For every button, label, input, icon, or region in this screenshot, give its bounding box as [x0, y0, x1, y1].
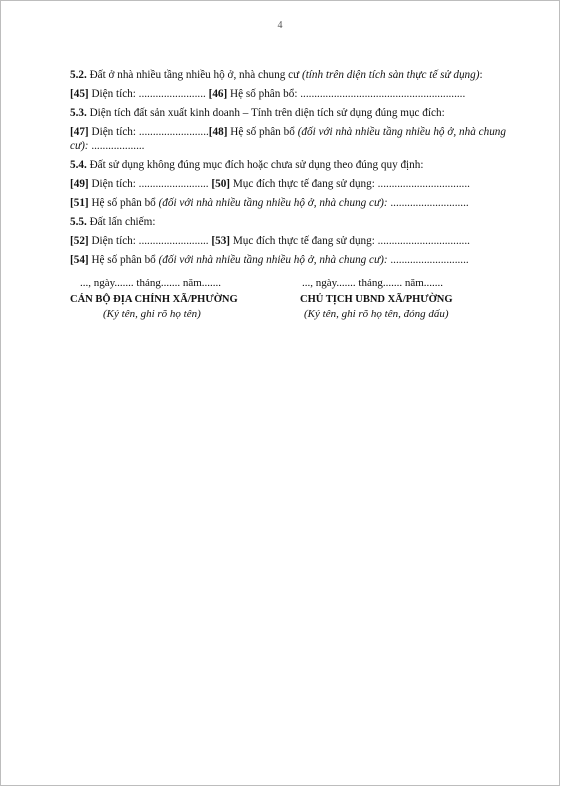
section-5-2-heading: [70, 69, 506, 83]
section-title: Đất sử dụng không đúng mục đích hoặc chưa sử dụng theo đúng quy định:: [86, 158, 424, 171]
section-5-3-heading: [70, 107, 506, 121]
field-code: [52]: [70, 234, 89, 247]
field-label: Hệ số phân bổ: [88, 253, 159, 266]
field-row-45: [70, 88, 506, 102]
section-title: Đất ở nhà nhiều tầng nhiều hộ ở, nhà chung cư: [86, 69, 302, 81]
section-number: 5.3.: [70, 107, 87, 119]
section-number: 5.5.: [70, 215, 87, 228]
field-code: [46]: [208, 88, 228, 100]
field-note: (đối với nhà nhiều tầng nhiều hộ ở, nhà chung cư):: [158, 253, 388, 266]
section-title: Đất lấn chiếm:: [86, 215, 156, 228]
section-note: (tính trên diện tích sàn thực tế sử dụng): [301, 69, 480, 81]
field-tail: ...................: [88, 139, 145, 152]
signature-block: [70, 277, 506, 322]
field-label: Hệ số phân bổ: [88, 196, 159, 209]
section-5-4-heading: [70, 159, 506, 173]
field-label: Mục đích thực tế đang sử dụng: .................................: [230, 234, 470, 247]
signature-title: CHỦ TỊCH UBND XÃ/PHƯỜNG: [300, 293, 453, 305]
field-row-52: [70, 235, 506, 249]
field-code: [48]: [208, 126, 228, 138]
field-row-49: [70, 178, 506, 192]
signature-note: (Ký tên, ghi rõ họ tên): [103, 308, 201, 320]
section-number: 5.2.: [70, 69, 87, 81]
page-number: 4: [277, 20, 283, 31]
field-row-51: [70, 197, 506, 211]
field-code: [47]: [70, 126, 89, 138]
field-label: Hệ số phân bổ: [227, 126, 298, 138]
field-tail: ............................: [387, 196, 469, 209]
document-body: [70, 69, 506, 322]
field-tail: ............................: [387, 253, 469, 266]
section-number: 5.4.: [70, 158, 87, 171]
field-label: Diện tích: .........................: [88, 177, 212, 190]
field-code: [45]: [70, 88, 89, 100]
field-label: Diện tích: .........................: [88, 126, 209, 138]
field-label: Mục đích thực tế đang sử dụng: .................................: [230, 177, 470, 190]
field-code: [53]: [211, 234, 231, 247]
section-5-5-heading: [70, 216, 506, 230]
field-row-47: [70, 126, 506, 153]
field-code: [49]: [70, 177, 89, 190]
field-note: (đối với nhà nhiều tầng nhiều hộ ở, nhà chung cư):: [70, 126, 506, 152]
field-label: Diện tích: .........................: [88, 234, 212, 247]
section-end: :: [479, 69, 483, 81]
signature-title: CÁN BỘ ĐỊA CHÍNH XÃ/PHƯỜNG: [70, 293, 238, 305]
signature-date: ..., ngày....... tháng....... năm.......: [302, 277, 444, 289]
field-code: [54]: [70, 253, 89, 266]
field-code: [50]: [211, 177, 231, 190]
field-code: [51]: [70, 196, 89, 209]
field-row-54: [70, 254, 506, 268]
signature-date: ..., ngày....... tháng....... năm.......: [80, 277, 222, 289]
section-title: Diện tích đất sản xuất kinh doanh – Tính trên diện tích sử dụng đúng mục đích:: [86, 107, 445, 119]
field-label: Diện tích: ........................: [88, 88, 209, 100]
field-note: (đối với nhà nhiều tầng nhiều hộ ở, nhà chung cư):: [158, 196, 388, 209]
signature-note: (Ký tên, ghi rõ họ tên, đóng dấu): [304, 308, 449, 320]
signature-right: [288, 277, 506, 322]
field-label: Hệ số phân bổ: ...........................................................: [227, 88, 466, 100]
signature-left: [70, 277, 288, 322]
